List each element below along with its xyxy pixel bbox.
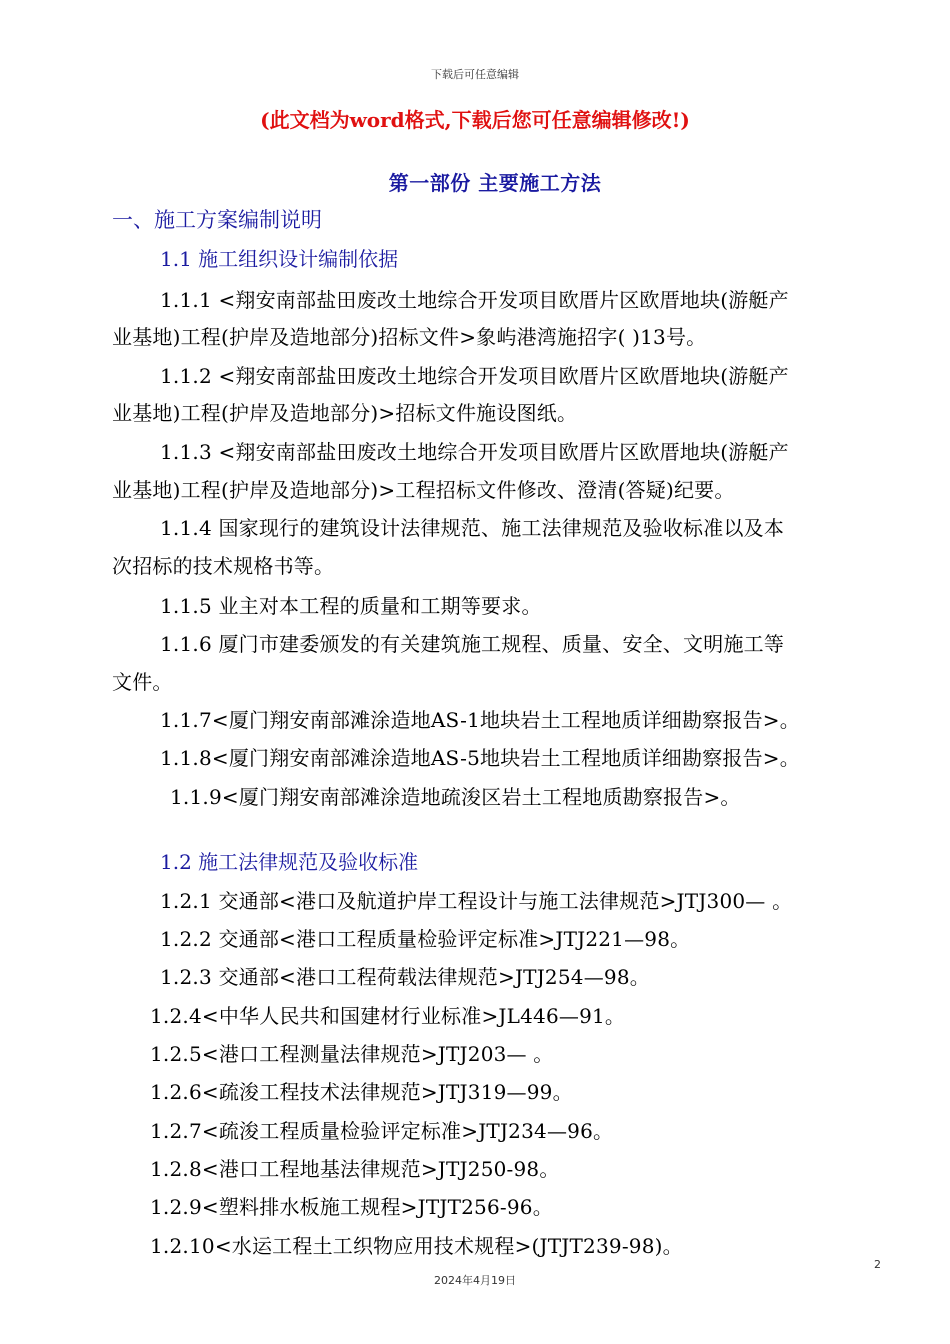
paragraph-line: 1.2.10<水运工程土工织物应用技术规程>(JTJT239-98)。: [150, 1234, 683, 1258]
section-title: 一、施工方案编制说明: [112, 208, 322, 232]
part-title: 第一部份 主要施工方法: [388, 171, 602, 195]
paragraph-line: 1.2.5<港口工程测量法律规范>JTJ203— 。: [150, 1042, 554, 1066]
paragraph-line: 1.1.1 <翔安南部盐田废改土地综合开发项目欧厝片区欧厝地块(游艇产: [160, 288, 789, 312]
paragraph-line: 1.1.9<厦门翔安南部滩涂造地疏浚区岩土工程地质勘察报告>。: [170, 785, 741, 809]
paragraph-line: 1.1.4 国家现行的建筑设计法律规范、施工法律规范及验收标准以及本: [160, 516, 785, 540]
paragraph-line: 业基地)工程(护岸及造地部分)招标文件>象屿港湾施招字( )13号。: [112, 325, 707, 349]
paragraph-line: 1.2.9<塑料排水板施工规程>JTJT256-96。: [150, 1195, 553, 1219]
page-header: 下载后可任意编辑: [431, 68, 519, 81]
paragraph-line: 1.2.1 交通部<港口及航道护岸工程设计与施工法律规范>JTJ300— 。: [160, 889, 793, 913]
footer-date: 2024年4月19日: [434, 1274, 516, 1287]
paragraph-line: 1.2.7<疏浚工程质量检验评定标准>JTJ234—96。: [150, 1119, 614, 1143]
paragraph-line: 1.1.7<厦门翔安南部滩涂造地AS-1地块岩土工程地质详细勘察报告>。: [160, 708, 800, 732]
paragraph-line: 1.2.6<疏浚工程技术法律规范>JTJ319—99。: [150, 1080, 573, 1104]
paragraph-line: 1.1.2 <翔安南部盐田废改土地综合开发项目欧厝片区欧厝地块(游艇产: [160, 364, 789, 388]
subsection-title-1-2: 1.2 施工法律规范及验收标准: [160, 850, 419, 874]
paragraph-line: 业基地)工程(护岸及造地部分)>招标文件施设图纸。: [112, 401, 578, 425]
paragraph-line: 1.1.5 业主对本工程的质量和工期等要求。: [160, 594, 542, 618]
editable-notice: (此文档为word格式,下载后您可任意编辑修改!): [260, 108, 690, 132]
paragraph-line: 1.2.3 交通部<港口工程荷载法律规范>JTJ254—98。: [160, 965, 650, 989]
paragraph-line: 1.1.8<厦门翔安南部滩涂造地AS-5地块岩土工程地质详细勘察报告>。: [160, 746, 800, 770]
paragraph-line: 1.2.8<港口工程地基法律规范>JTJ250-98。: [150, 1157, 560, 1181]
paragraph-line: 文件。: [112, 670, 173, 694]
paragraph-line: 1.2.2 交通部<港口工程质量检验评定标准>JTJ221—98。: [160, 927, 691, 951]
paragraph-line: 1.2.4<中华人民共和国建材行业标准>JL446—91。: [150, 1004, 626, 1028]
paragraph-line: 1.1.6 厦门市建委颁发的有关建筑施工规程、质量、安全、文明施工等: [160, 632, 785, 656]
page-number: 2: [874, 1258, 881, 1271]
paragraph-line: 次招标的技术规格书等。: [112, 554, 335, 578]
paragraph-line: 1.1.3 <翔安南部盐田废改土地综合开发项目欧厝片区欧厝地块(游艇产: [160, 440, 789, 464]
paragraph-line: 业基地)工程(护岸及造地部分)>工程招标文件修改、澄清(答疑)纪要。: [112, 478, 735, 502]
subsection-title-1-1: 1.1 施工组织设计编制依据: [160, 247, 399, 271]
